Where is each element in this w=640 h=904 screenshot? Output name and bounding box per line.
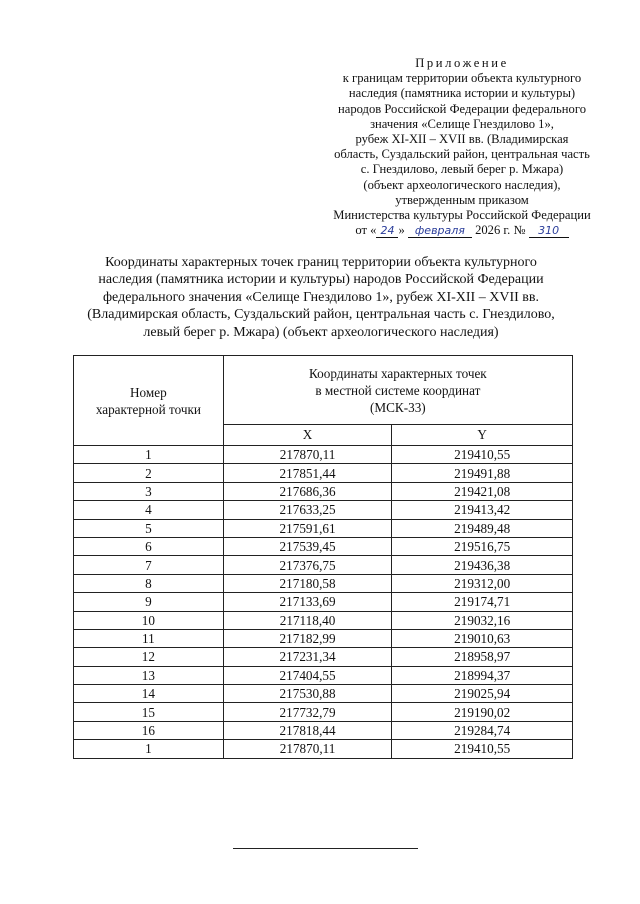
x-coordinate-cell: 217376,75 [223, 556, 392, 574]
x-coordinate-cell: 217851,44 [223, 464, 392, 482]
table-row [74, 666, 573, 684]
annex-line: область, Суздальский район, центральная часть [334, 147, 590, 162]
x-coordinate-cell: 217633,25 [223, 501, 392, 519]
y-coordinate-cell: 219174,71 [392, 593, 573, 611]
order-year-text: 2026 г. № [475, 223, 526, 238]
x-coordinate-cell: 217118,40 [223, 611, 392, 629]
table-row [74, 574, 573, 592]
point-number-cell: 4 [74, 501, 224, 519]
point-number-cell: 14 [74, 685, 224, 703]
y-coordinate-cell: 219284,74 [392, 721, 573, 739]
coordinates-header-line: в местной системе координат [315, 382, 481, 398]
signature-line [233, 848, 418, 849]
y-coordinate-cell: 219413,42 [392, 501, 573, 519]
table-row [74, 721, 573, 739]
point-number-cell: 11 [74, 629, 224, 647]
y-coordinate-cell: 219032,16 [392, 611, 573, 629]
order-month-handwritten: февраля [414, 224, 465, 238]
title-line: федерального значения «Селище Гнездилово 1», рубеж XI-XII – XVII вв. [102, 289, 539, 305]
title-line: наследия (памятника истории и культуры) народов Российской Федерации [98, 272, 544, 288]
point-number-header-line: Номер [130, 384, 167, 400]
order-mid: » [398, 223, 405, 238]
annex-line: наследия (памятника истории и культуры) [348, 86, 576, 101]
table-row [74, 611, 573, 629]
point-number-cell: 6 [74, 537, 224, 555]
point-number-cell: 8 [74, 574, 224, 592]
coordinates-header [223, 356, 572, 425]
point-number-cell: 1 [74, 446, 224, 464]
y-coordinate-cell: 219436,38 [392, 556, 573, 574]
y-coordinate-cell: 219010,63 [392, 629, 573, 647]
y-coordinate-cell: 219025,94 [392, 685, 573, 703]
title-line: (Владимирская область, Суздальский район, центральная часть с. Гнездилово, [87, 307, 555, 323]
x-coordinate-cell: 217539,45 [223, 537, 392, 555]
table-row [74, 519, 573, 537]
table-row [74, 593, 573, 611]
y-coordinate-cell: 219410,55 [392, 446, 573, 464]
point-number-cell: 3 [74, 482, 224, 500]
order-month-field [408, 224, 472, 238]
y-column-header: Y [392, 425, 573, 446]
annex-heading: Приложение [415, 56, 509, 70]
annex-line: (объект археологического наследия), [363, 177, 561, 192]
y-coordinate-cell: 219190,02 [392, 703, 573, 721]
point-number-header [74, 356, 224, 446]
x-coordinate-cell: 217870,11 [223, 446, 392, 464]
order-date-line [318, 223, 606, 238]
title-line: левый берег р. Мжара) (объект археологического наследия) [143, 324, 499, 340]
annex-line: значения «Селище Гнездилово 1», [370, 116, 554, 131]
order-number-handwritten: 310 [538, 224, 560, 238]
x-coordinate-cell: 217870,11 [223, 740, 392, 758]
point-number-cell: 5 [74, 519, 224, 537]
y-coordinate-cell: 219491,88 [392, 464, 573, 482]
x-coordinate-cell: 217133,69 [223, 593, 392, 611]
table-row [74, 685, 573, 703]
table-row [74, 501, 573, 519]
point-number-cell: 7 [74, 556, 224, 574]
order-prefix: от « [355, 223, 377, 238]
annex-block [318, 56, 606, 238]
x-coordinate-cell: 217818,44 [223, 721, 392, 739]
point-number-cell: 9 [74, 593, 224, 611]
annex-line: утвержденным приказом [395, 192, 529, 207]
point-number-cell: 10 [74, 611, 224, 629]
point-number-cell: 16 [74, 721, 224, 739]
x-coordinate-cell: 217182,99 [223, 629, 392, 647]
x-column-header: X [223, 425, 392, 446]
x-coordinate-cell: 217686,36 [223, 482, 392, 500]
coordinates-header-line: (МСК-33) [370, 399, 426, 415]
order-day-handwritten: 24 [380, 224, 395, 238]
table-row [74, 703, 573, 721]
table-row [74, 482, 573, 500]
title-line: Координаты характерных точек границ территории объекта культурного [105, 255, 537, 270]
coordinates-table [73, 355, 573, 759]
order-number-field [529, 224, 569, 238]
table-row [74, 556, 573, 574]
x-coordinate-cell: 217231,34 [223, 648, 392, 666]
point-number-header-line: характерной точки [95, 401, 201, 417]
x-coordinate-cell: 217591,61 [223, 519, 392, 537]
annex-line: народов Российской Федерации федерального [338, 101, 586, 116]
y-coordinate-cell: 219516,75 [392, 537, 573, 555]
x-coordinate-cell: 217404,55 [223, 666, 392, 684]
point-number-cell: 13 [74, 666, 224, 684]
table-row [74, 464, 573, 482]
document-title [66, 254, 576, 341]
order-day-field [376, 224, 398, 238]
table-row [74, 446, 573, 464]
y-coordinate-cell: 218994,37 [392, 666, 573, 684]
table-row [74, 648, 573, 666]
table-row [74, 629, 573, 647]
annex-line: к границам территории объекта культурного [342, 71, 582, 86]
table-row [74, 537, 573, 555]
table-row [74, 740, 573, 758]
y-coordinate-cell: 218958,97 [392, 648, 573, 666]
y-coordinate-cell: 219421,08 [392, 482, 573, 500]
coordinates-header-line: Координаты характерных точек [309, 365, 487, 381]
point-number-cell: 15 [74, 703, 224, 721]
point-number-cell: 1 [74, 740, 224, 758]
y-coordinate-cell: 219312,00 [392, 574, 573, 592]
x-coordinate-cell: 217530,88 [223, 685, 392, 703]
y-coordinate-cell: 219410,55 [392, 740, 573, 758]
annex-line: с. Гнездилово, левый берег р. Мжара) [360, 162, 564, 177]
annex-line: Министерства культуры Российской Федерации [333, 208, 591, 223]
x-coordinate-cell: 217180,58 [223, 574, 392, 592]
x-coordinate-cell: 217732,79 [223, 703, 392, 721]
point-number-cell: 12 [74, 648, 224, 666]
y-coordinate-cell: 219489,48 [392, 519, 573, 537]
point-number-cell: 2 [74, 464, 224, 482]
annex-line: рубеж XI-XII – XVII вв. (Владимирская [355, 132, 569, 147]
